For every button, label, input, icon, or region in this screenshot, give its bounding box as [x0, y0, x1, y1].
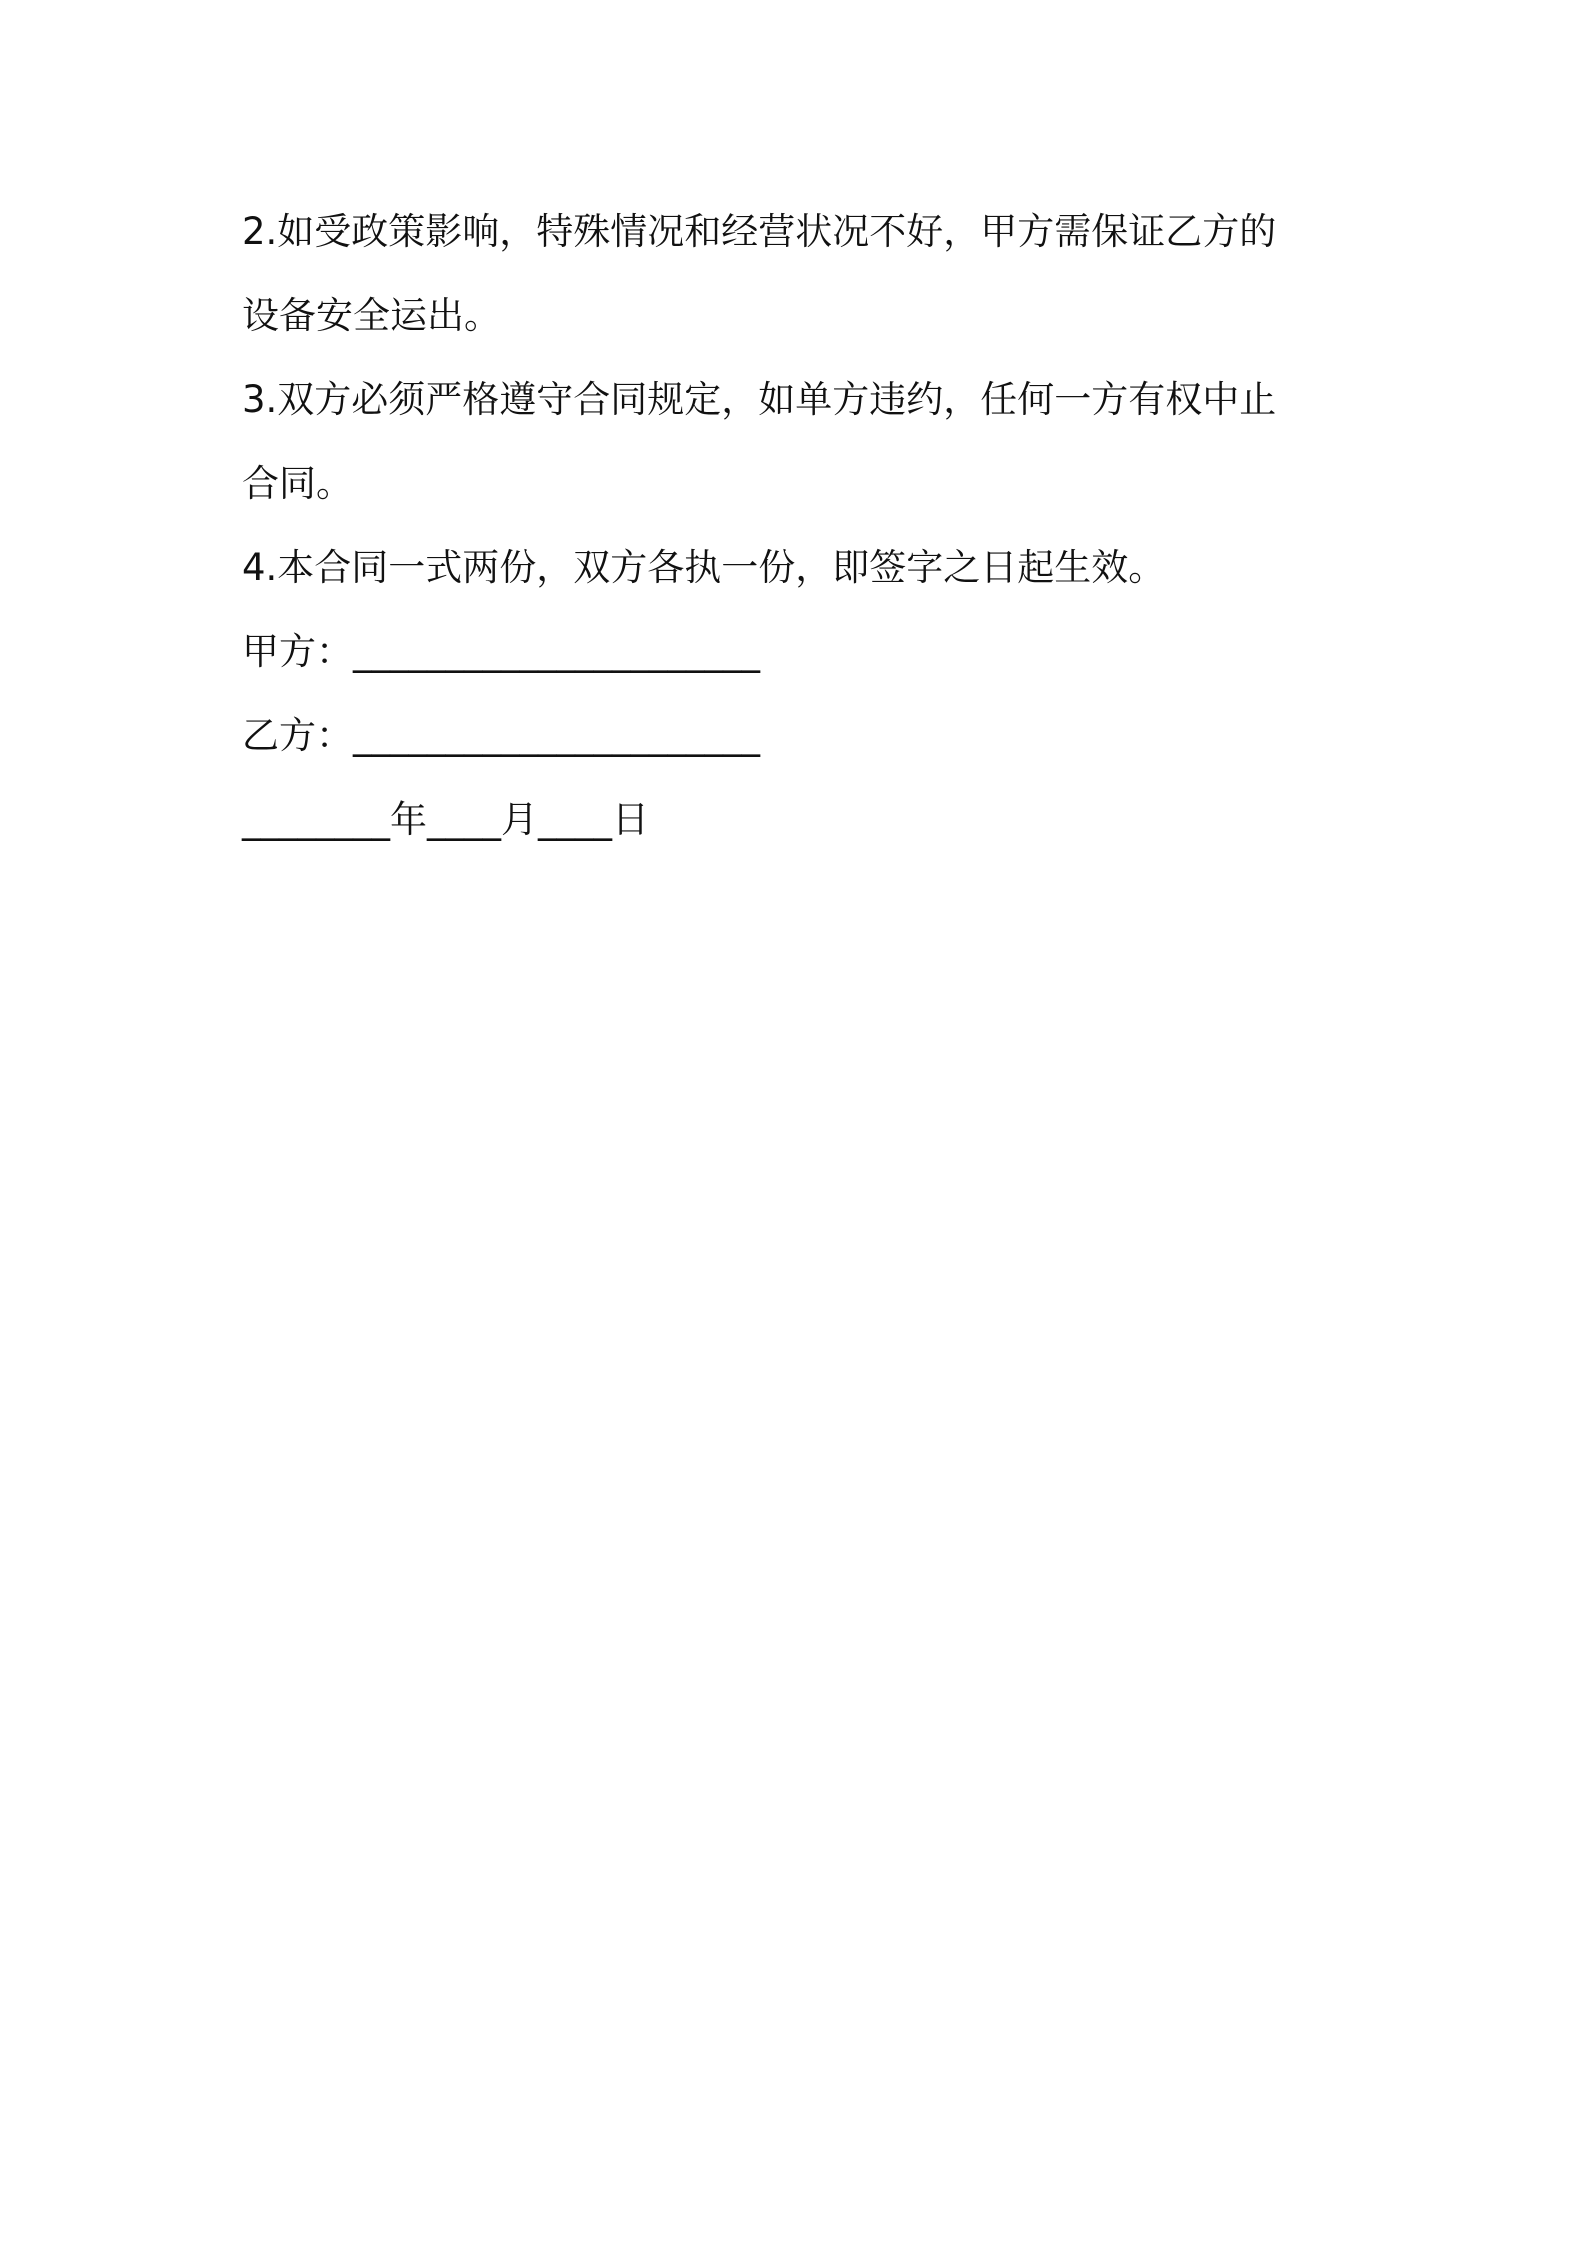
- document-body: [242, 190, 1352, 862]
- clause-2-line-2: 设备安全运出。: [242, 294, 501, 337]
- party-b-signature-line: 乙方：______________________: [242, 714, 760, 757]
- clause-2-line-1: 2.如受政策影响，特殊情况和经营状况不好，甲方需保证乙方的: [242, 210, 1277, 253]
- date-line: ________年____月____日: [242, 798, 649, 841]
- clause-4: 4.本合同一式两份，双方各执一份，即签字之日起生效。: [242, 546, 1166, 589]
- clause-3-line-2: 合同。: [242, 462, 353, 505]
- clause-3-line-1: 3.双方必须严格遵守合同规定，如单方违约，任何一方有权中止: [242, 378, 1277, 421]
- party-a-signature-line: 甲方：______________________: [242, 630, 760, 673]
